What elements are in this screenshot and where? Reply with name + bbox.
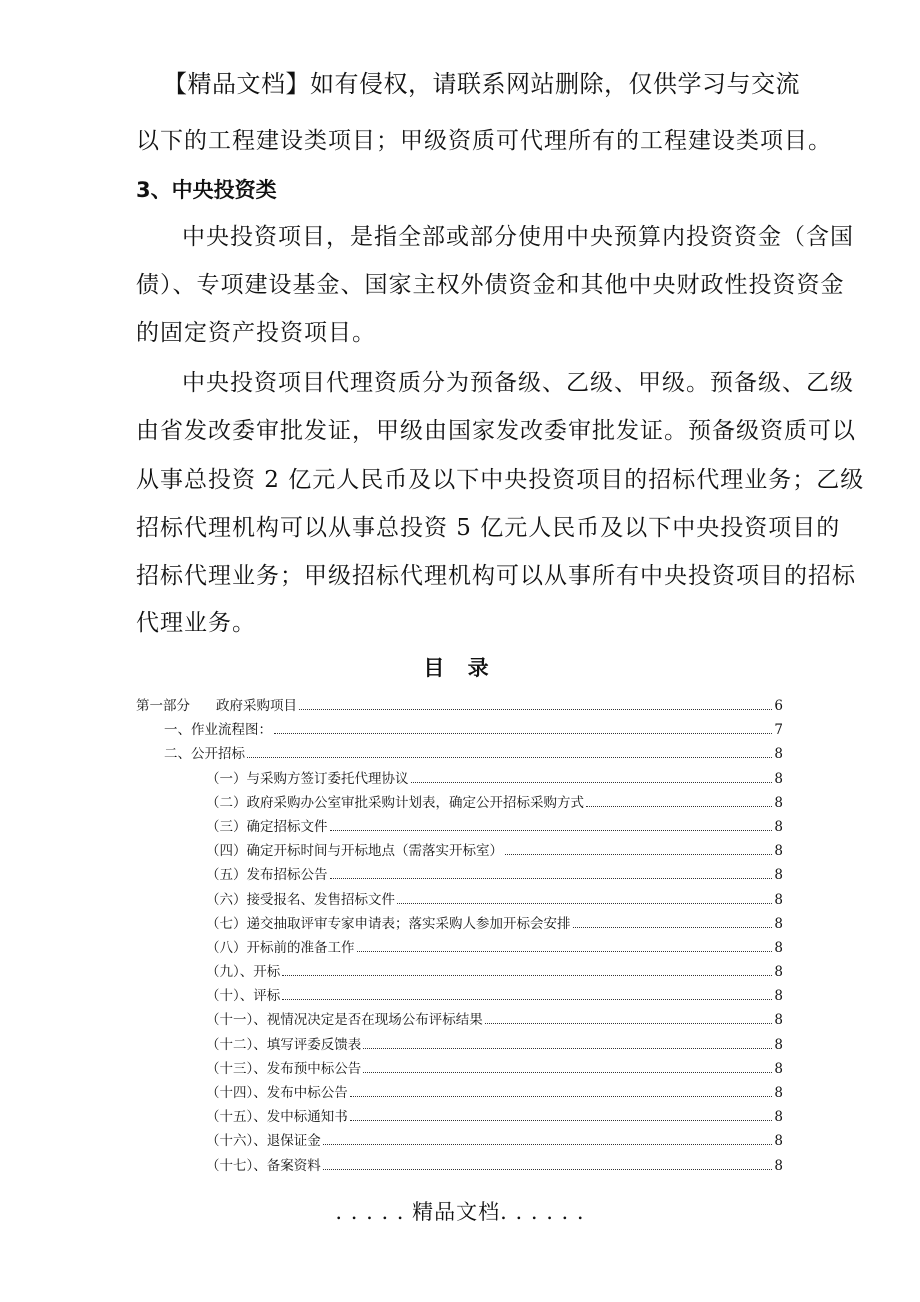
toc-leader [330, 830, 773, 831]
toc-page-number: 8 [774, 1036, 783, 1053]
toc-entry[interactable] [136, 1105, 783, 1129]
toc-page-number: 8 [774, 1085, 783, 1101]
toc-entry-label: （十一）、视情况决定是否在现场公布评标结果 [206, 1012, 483, 1029]
toc-entry[interactable] [136, 960, 783, 984]
paragraph-1-line-2: 债）、专项建设基金、国家主权外债资金和其他中央财政性投资资金 [136, 272, 845, 298]
toc-entry-label: （十三）、发布预中标公告 [206, 1060, 362, 1077]
toc-leader [397, 903, 772, 904]
toc-part-title: 政府采购项目 [216, 698, 297, 714]
toc-leader [274, 733, 772, 734]
toc-entry[interactable] [136, 815, 783, 839]
toc-part-entry[interactable] [136, 694, 783, 718]
toc-leader [330, 878, 773, 879]
toc-leader [282, 999, 772, 1000]
paragraph-2-line-2: 由省发改委审批发证，甲级由国家发改委审批发证。预备级资质可以 [136, 418, 856, 444]
toc-entry-label: （十四）、发布中标公告 [206, 1085, 348, 1101]
toc-entry[interactable] [136, 1129, 783, 1153]
toc-page-number: 8 [774, 939, 783, 956]
toc-entry[interactable] [136, 839, 783, 863]
paragraph-2-line-3: 从事总投资 2 亿元人民币及以下中央投资项目的招标代理业务；乙级 [136, 467, 865, 493]
toc-page-number: 8 [774, 1109, 783, 1126]
toc-entry[interactable] [136, 1033, 783, 1057]
toc-entry[interactable] [136, 1154, 783, 1178]
toc-leader [299, 709, 772, 710]
toc-entry-label: （十六）、退保证金 [206, 1133, 321, 1150]
toc-entry[interactable] [136, 984, 783, 1008]
toc-entry-label: （五）发布招标公告 [206, 867, 328, 884]
toc-entry-label: （七）递交抽取评审专家申请表；落实采购人参加开标会安排 [206, 915, 571, 932]
toc-page-number: 8 [774, 964, 783, 981]
table-of-contents [136, 694, 783, 1178]
toc-leader [363, 1072, 772, 1073]
toc-entry-label: （一）与采购方签订委托代理协议 [206, 770, 409, 787]
toc-entry[interactable] [136, 912, 783, 936]
toc-page-number: 8 [774, 988, 783, 1005]
toc-leader [350, 1096, 773, 1097]
toc-entry-label: （九）、开标 [206, 964, 281, 981]
toc-page-number: 8 [774, 867, 783, 884]
toc-page-number: 8 [774, 746, 783, 763]
toc-entry-label: （六）接受报名、发售招标文件 [206, 891, 395, 908]
toc-entry-label: （二）政府采购办公室审批采购计划表，确定公开招标采购方式 [206, 794, 584, 811]
toc-page-number: 8 [774, 818, 783, 835]
toc-entry[interactable] [136, 742, 783, 766]
toc-leader [350, 1120, 773, 1121]
toc-page-number: 8 [774, 1157, 783, 1174]
toc-leader [573, 927, 773, 928]
toc-entry[interactable] [136, 791, 783, 815]
toc-page-number: 7 [774, 722, 783, 739]
toc-leader [323, 1169, 773, 1170]
toc-entry-label: （四）确定开标时间与开标地点（需落实开标室） [206, 843, 503, 860]
toc-leader [282, 975, 772, 976]
toc-leader [323, 1144, 773, 1145]
toc-title: 目 录 [423, 656, 497, 680]
toc-leader [411, 782, 773, 783]
toc-entry[interactable] [136, 1008, 783, 1032]
toc-entry-label: （十五）、发中标通知书 [206, 1109, 348, 1126]
toc-page-number: 6 [774, 698, 783, 714]
toc-entry[interactable] [136, 1081, 783, 1105]
paragraph-1-line-1: 中央投资项目，是指全部或部分使用中央预算内投资资金（含国 [182, 224, 854, 250]
paragraph-2-line-6: 代理业务。 [136, 610, 256, 636]
paragraph-1-line-3: 的固定资产投资项目。 [136, 320, 376, 346]
paragraph-2-line-5: 招标代理业务；甲级招标代理机构可以从事所有中央投资项目的招标 [136, 563, 856, 589]
page-header: 【精品文档】如有侵权，请联系网站删除，仅供学习与交流 [163, 70, 800, 98]
toc-leader [505, 854, 772, 855]
toc-entry[interactable] [136, 767, 783, 791]
toc-page-number: 8 [774, 770, 783, 787]
body-line-continuation: 以下的工程建设类项目；甲级资质可代理所有的工程建设类项目。 [136, 128, 832, 154]
toc-entry-label: （十二）、填写评委反馈表 [206, 1036, 362, 1053]
toc-page-number: 8 [774, 843, 783, 860]
toc-entry-label: （三）确定招标文件 [206, 818, 328, 835]
toc-entry-label: （十七）、备案资料 [206, 1157, 321, 1174]
toc-page-number: 8 [774, 1060, 783, 1077]
toc-leader [247, 757, 772, 758]
toc-entry-list [136, 718, 783, 1178]
toc-page-number: 8 [774, 1133, 783, 1150]
toc-page-number: 8 [774, 1012, 783, 1029]
toc-entry-label: （十）、评标 [206, 988, 281, 1005]
toc-entry[interactable] [136, 888, 783, 912]
toc-leader [363, 1048, 772, 1049]
toc-leader [357, 951, 773, 952]
toc-entry-label: （八）开标前的准备工作 [206, 939, 355, 956]
toc-page-number: 8 [774, 891, 783, 908]
paragraph-2-line-4: 招标代理机构可以从事总投资 5 亿元人民币及以下中央投资项目的 [136, 515, 841, 541]
paragraph-2-line-1: 中央投资项目代理资质分为预备级、乙级、甲级。预备级、乙级 [182, 370, 854, 396]
toc-page-number: 8 [774, 794, 783, 811]
toc-entry[interactable] [136, 1057, 783, 1081]
page-footer: . . . . . 精品文档. . . . . . [335, 1200, 585, 1224]
toc-entry-label: 一、作业流程图： [164, 722, 272, 739]
toc-leader [485, 1023, 773, 1024]
toc-entry[interactable] [136, 718, 783, 742]
toc-part-number: 第一部分 [136, 698, 190, 714]
toc-entry[interactable] [136, 863, 783, 887]
toc-page-number: 8 [774, 915, 783, 932]
toc-leader [586, 806, 772, 807]
toc-entry[interactable] [136, 936, 783, 960]
toc-entry-label: 二、公开招标 [164, 746, 245, 763]
section-heading: 3、中央投资类 [136, 178, 277, 202]
